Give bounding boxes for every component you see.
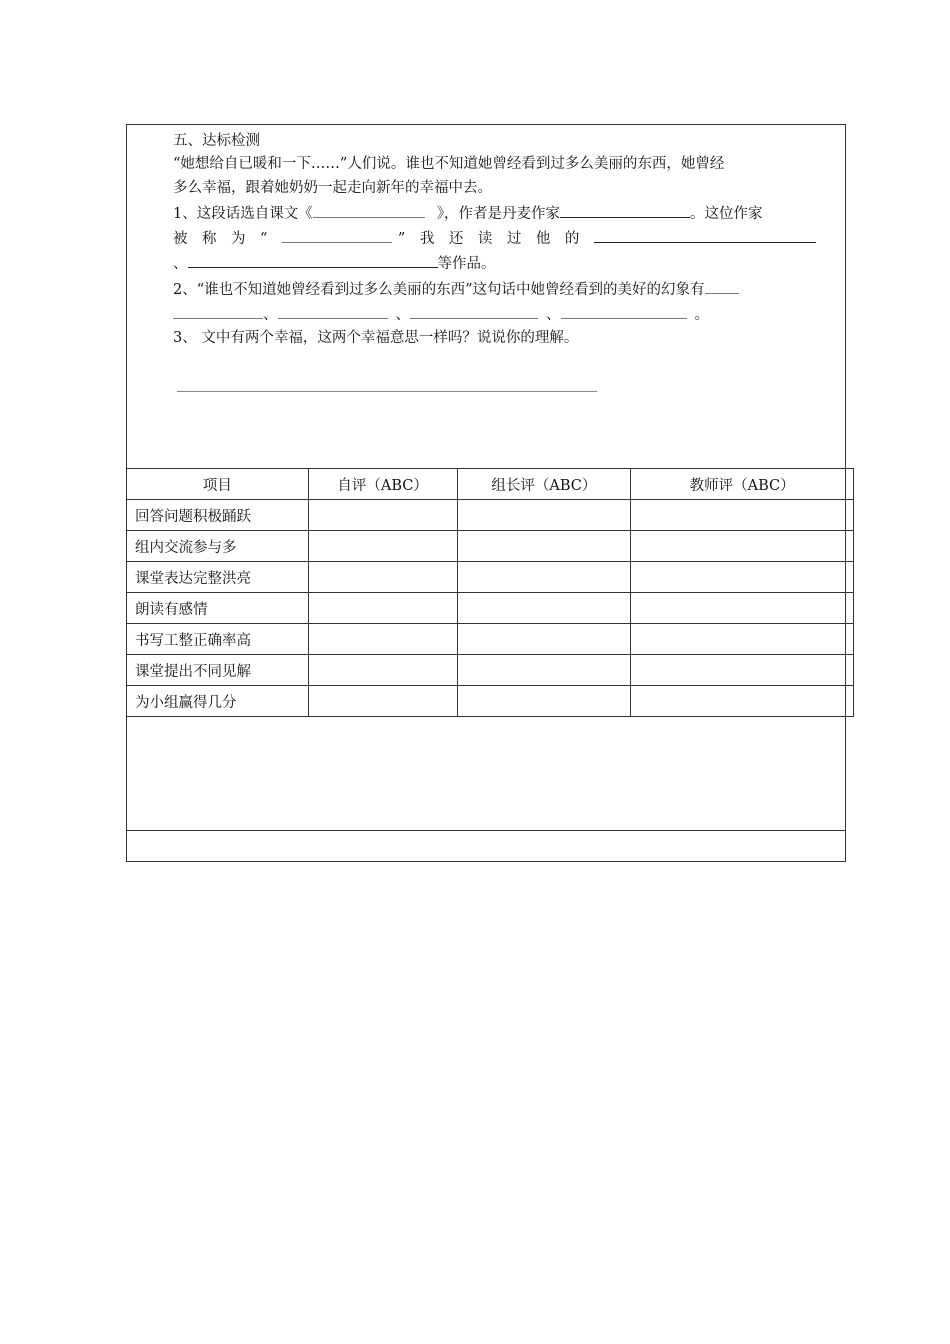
table-row <box>127 686 854 717</box>
assessment-section <box>127 125 845 469</box>
teacher-eval-cell[interactable] <box>631 500 854 531</box>
self-eval-cell[interactable] <box>308 531 457 562</box>
self-eval-cell[interactable] <box>308 686 457 717</box>
divider-line <box>126 830 846 831</box>
leader-eval-cell[interactable] <box>457 531 631 562</box>
header-self-eval: 自评（ABC） <box>308 469 457 500</box>
header-teacher-eval: 教师评（ABC） <box>631 469 854 500</box>
works-blank-2[interactable] <box>188 251 438 268</box>
leader-eval-cell[interactable] <box>457 562 631 593</box>
question-1-line-3: 、 等作品。 <box>173 251 839 276</box>
row-label: 课堂表达完整洪亮 <box>127 562 309 593</box>
teacher-eval-cell[interactable] <box>631 562 854 593</box>
table-row <box>127 593 854 624</box>
leader-eval-cell[interactable] <box>457 655 631 686</box>
row-label: 组内交流参与多 <box>127 531 309 562</box>
question-1-line-2: 被称为“ ”我还读过他的 <box>173 226 839 251</box>
leader-eval-cell[interactable] <box>457 624 631 655</box>
header-leader-eval: 组长评（ABC） <box>457 469 631 500</box>
teacher-eval-cell[interactable] <box>631 593 854 624</box>
leader-eval-cell[interactable] <box>457 500 631 531</box>
question-3: 3、 文中有两个幸福，这两个幸福意思一样吗？说说你的理解。 <box>173 330 579 346</box>
self-eval-cell[interactable] <box>308 562 457 593</box>
row-label: 为小组赢得几分 <box>127 686 309 717</box>
author-name-blank[interactable] <box>560 201 690 218</box>
self-eval-cell[interactable] <box>308 593 457 624</box>
teacher-eval-cell[interactable] <box>631 686 854 717</box>
row-label: 课堂提出不同见解 <box>127 655 309 686</box>
answer-line[interactable] <box>177 391 597 392</box>
question-1-line-1: 1、这段话选自课文《 》，作者是丹麦作家 。这位作家 <box>173 201 839 226</box>
row-label: 朗读有感情 <box>127 593 309 624</box>
question-2-line-2: 、 、 、 。 <box>173 302 839 327</box>
self-eval-cell[interactable] <box>308 624 457 655</box>
table-row <box>127 500 854 531</box>
question-2-line-1: 2、“谁也不知道她曾经看到过多么美丽的东西”这句话中她曾经看到的美好的幻象有 <box>173 277 839 302</box>
table-row <box>127 562 854 593</box>
vision-blank-1a[interactable] <box>705 277 739 294</box>
self-eval-cell[interactable] <box>308 500 457 531</box>
teacher-eval-cell[interactable] <box>631 531 854 562</box>
title-blank[interactable] <box>282 226 392 243</box>
self-eval-cell[interactable] <box>308 655 457 686</box>
leader-eval-cell[interactable] <box>457 593 631 624</box>
row-label: 回答问题积极踊跃 <box>127 500 309 531</box>
teacher-eval-cell[interactable] <box>631 624 854 655</box>
table-row <box>127 531 854 562</box>
header-item: 项目 <box>127 469 309 500</box>
leader-eval-cell[interactable] <box>457 686 631 717</box>
table-header-row <box>127 469 854 500</box>
teacher-eval-cell[interactable] <box>631 655 854 686</box>
section-title: 五、达标检测 <box>173 133 260 149</box>
works-blank-1[interactable] <box>594 226 816 243</box>
vision-blank-3[interactable] <box>410 302 538 319</box>
passage-line-1: “她想给自已暖和一下……”人们说。谁也不知道她曾经看到过多么美丽的东西，她曾经 <box>173 156 725 172</box>
lesson-title-blank[interactable] <box>313 201 425 218</box>
passage-line-2: 多么幸福，跟着她奶奶一起走向新年的幸福中去。 <box>173 180 492 196</box>
vision-blank-1b[interactable] <box>173 302 263 319</box>
vision-blank-2[interactable] <box>278 302 388 319</box>
table-row <box>127 655 854 686</box>
vision-blank-4[interactable] <box>561 302 687 319</box>
table-row <box>127 624 854 655</box>
evaluation-table <box>126 468 854 717</box>
row-label: 书写工整正确率高 <box>127 624 309 655</box>
